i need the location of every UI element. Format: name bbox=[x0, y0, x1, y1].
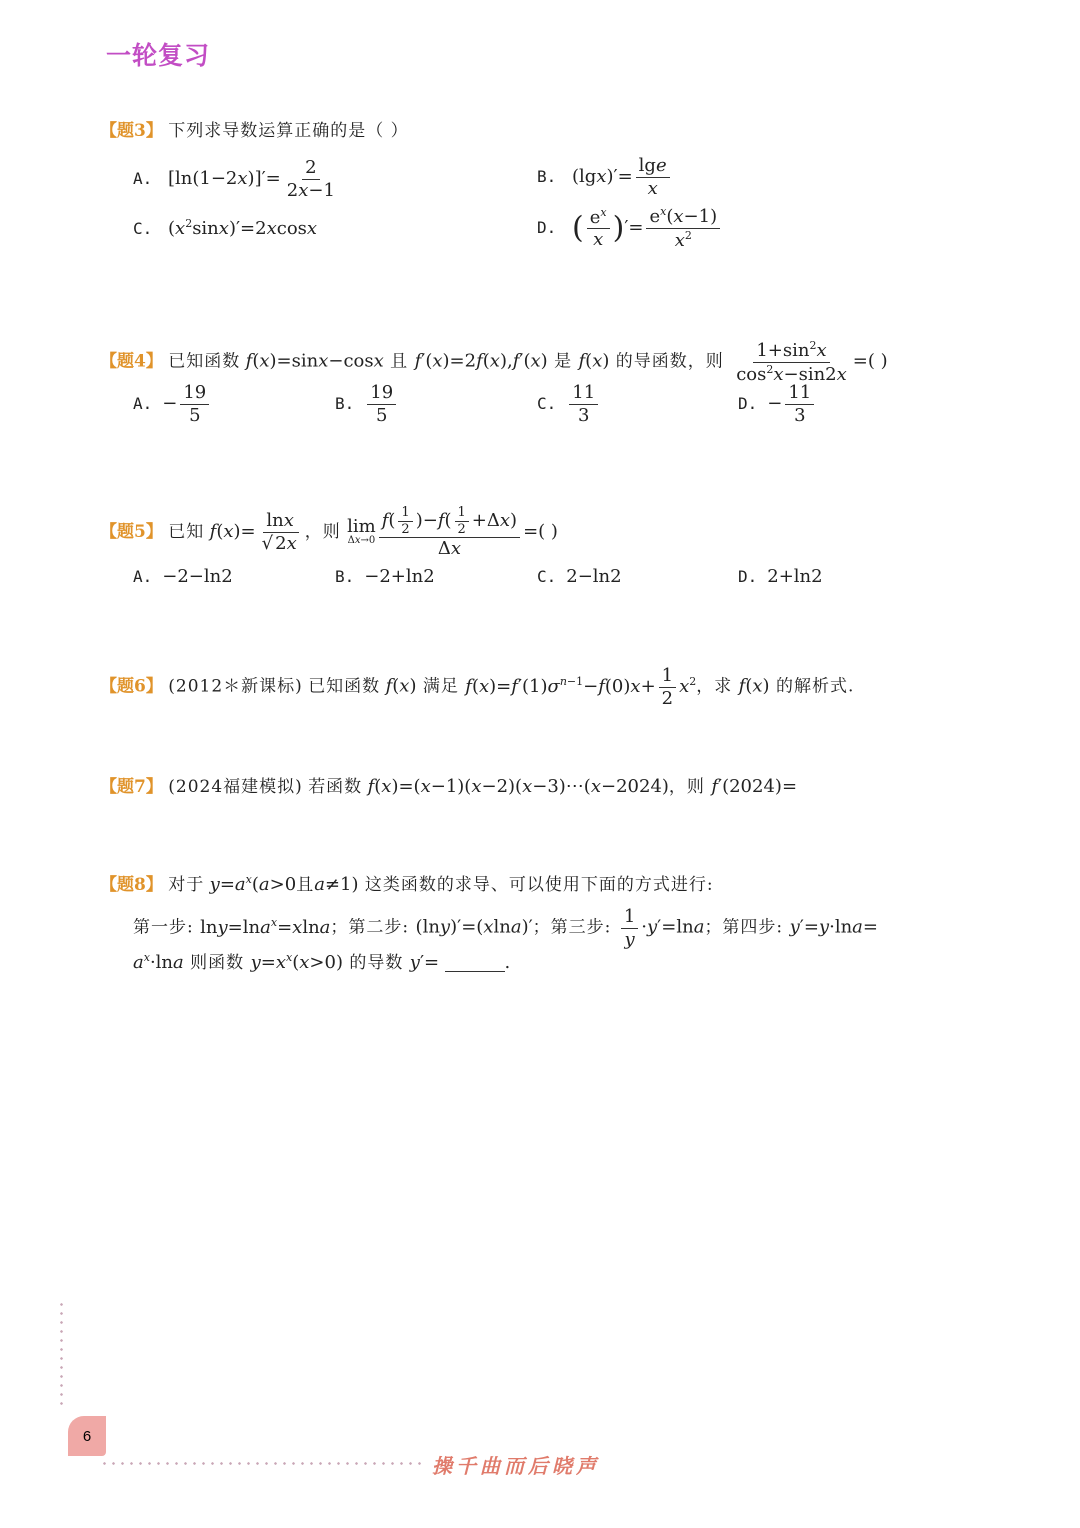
page-number: 6 bbox=[68, 1416, 106, 1456]
option-b[interactable]: B. −2+ln2 bbox=[335, 566, 435, 587]
dotted-border-horizontal bbox=[100, 1462, 422, 1465]
question-8-ask: $a^x\cdot\ln a$ 则函数 $y=x^x(x>0)$ 的导数 y′= . bbox=[133, 951, 511, 973]
question-stem: 下列求导数运算正确的是（ ） bbox=[168, 121, 409, 141]
question-5: 【题5】 已知 f(x)= $\frac{\ln x}{√ 2x}$ ，则 lim Δx→0 f( $\frac{1}{2}$ )−f( $\frac{1}{2}$ +Δx) Δx =( ) bbox=[100, 505, 558, 560]
question-3 bbox=[100, 123, 409, 140]
option-d[interactable]: D. − $\frac{11}{3}$ bbox=[738, 382, 817, 426]
question-7: 【题7】 (2024福建模拟) 若函数 f(x)=(x−1)(x−2)(x−3)⋯(x−2024)，则 f′(2024)= bbox=[100, 776, 798, 797]
question-8: 【题8】 对于 $y=a^x(a>0$且a≠1) 这类函数的求导、可以使用下面的方式进行: bbox=[100, 873, 714, 895]
question-4: 【题4】 已知函数 f(x)=sinx−cosx 且 f′(x)=2f(x),f′(x) 是 f(x) 的导函数，则 $\frac{1+\sin^2x}{\cos^2x-\sin 2x}$ =( ) bbox=[100, 339, 888, 385]
question-source: (2012＊新课标) bbox=[168, 676, 303, 697]
answer-blank[interactable] bbox=[445, 971, 505, 972]
question-tag: 【题7】 bbox=[100, 777, 163, 797]
question-stem: 已知 bbox=[168, 521, 205, 542]
question-tag: 【题6】 bbox=[100, 676, 163, 697]
question-stem: 已知函数 bbox=[168, 351, 241, 372]
question-6: 【题6】 (2012＊新课标) 已知函数 f(x) 满足 $f(x)=f'(1)\sigma^{n-1}-f(0)x+$ $\frac{1}{2}$ $x^2$，求 f(x) 的解析式. bbox=[100, 665, 855, 709]
question-source: (2024福建模拟) bbox=[168, 777, 303, 797]
question-tag: 【题5】 bbox=[100, 521, 163, 542]
option-b[interactable]: B. (lgx)′= $\frac{\lg e}{x}$ bbox=[537, 155, 673, 199]
option-a[interactable]: A. − $\frac{19}{5}$ bbox=[133, 382, 212, 426]
option-c[interactable]: C. $(x^2\sin x)'=2xcosx$ bbox=[133, 217, 318, 239]
question-8-steps: 第一步: lny=lna$^x$=xlna；第二步: (lny)′=(xlna)′；第三步: $\frac{1}{y}$ ·y′=lna；第四步: y′=y·lna= bbox=[133, 906, 878, 950]
question-stem: 已知函数 bbox=[308, 676, 381, 697]
dotted-border-vertical bbox=[60, 1300, 63, 1410]
option-a[interactable]: A. [ln(1−2x)]′= $\frac{2}{2x-1}$ bbox=[133, 157, 335, 201]
page-title: 一轮复习 bbox=[106, 41, 211, 70]
option-a[interactable]: A. −2−ln2 bbox=[133, 566, 233, 587]
question-stem: 若函数 bbox=[308, 777, 363, 797]
footer-slogan: 操千曲而后晓声 bbox=[432, 1454, 600, 1478]
option-d[interactable]: D. ( $\frac{e^x}{x}$ )′= $\frac{e^x(x-1)}{x^2}$ bbox=[537, 205, 723, 251]
option-c[interactable]: C. 2−ln2 bbox=[537, 566, 622, 587]
option-c[interactable]: C. $\frac{11}{3}$ bbox=[537, 382, 601, 426]
question-tag: 【题8】 bbox=[100, 875, 163, 895]
option-d[interactable]: D. 2+ln2 bbox=[738, 566, 823, 587]
question-tag: 【题4】 bbox=[100, 351, 163, 372]
question-tag: 【题3】 bbox=[100, 121, 163, 141]
option-b[interactable]: B. $\frac{19}{5}$ bbox=[335, 382, 399, 426]
question-stem: 对于 bbox=[168, 875, 205, 895]
